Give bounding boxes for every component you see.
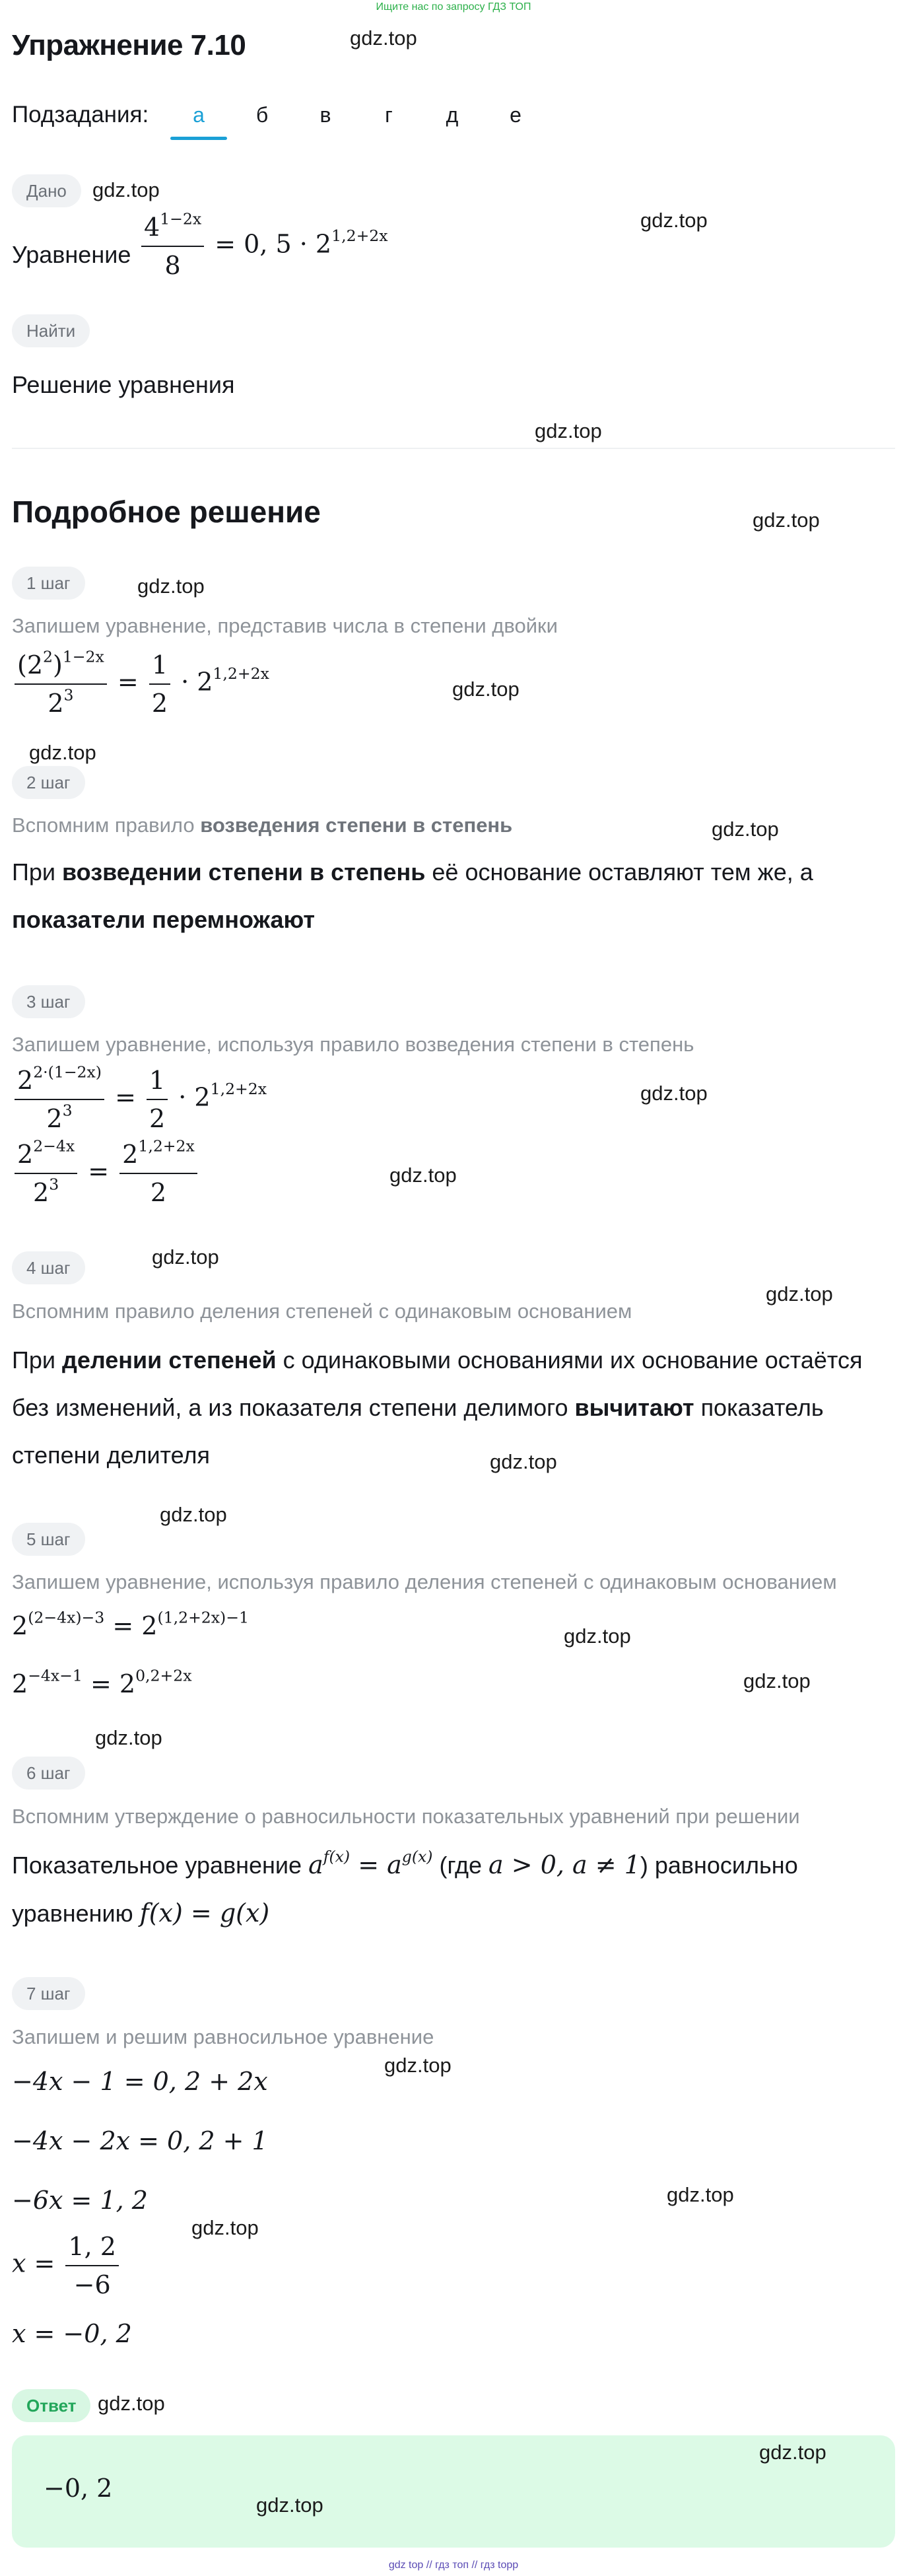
watermark: gdz.top: [452, 678, 520, 701]
step-7-line-4: x = $\frac{1, 2}{-6}$: [12, 2232, 121, 2299]
watermark: gdz.top: [759, 2441, 826, 2464]
step-5-equation-2: $2^{-4x-1} = 2^{0,2+2x}$: [12, 1666, 192, 1698]
step-4-caption: Вспомним правило деления степеней с одинаковым основанием: [12, 1300, 632, 1323]
watermark: gdz.top: [564, 1624, 631, 1648]
step-2-caption: Вспомним правило возведения степени в степень: [12, 814, 513, 837]
tab-b[interactable]: [234, 99, 290, 140]
step-6-caption: Вспомним утверждение о равносильности показательных уравнений при решении: [12, 1805, 800, 1828]
watermark: gdz.top: [743, 1669, 811, 1692]
tab-label: д: [446, 103, 459, 127]
tab-v[interactable]: [297, 99, 354, 140]
watermark: gdz.top: [384, 2054, 452, 2077]
watermark: gdz.top: [137, 574, 205, 598]
step-2-text: При возведении степени в степень её основание оставляют тем же, а показатели перемножают: [12, 858, 813, 933]
given-rhs: = 0, 5 · 2: [215, 229, 332, 259]
exp: 1−2x: [160, 209, 202, 228]
frac: $\frac{(2^2)^{1-2x}}{2^3}$: [15, 650, 107, 718]
step-3-badge: 3 шаг: [12, 985, 85, 1018]
watermark: gdz.top: [98, 2392, 165, 2415]
step-1-badge: 1 шаг: [12, 567, 85, 600]
step-7-line-3: −6x = 1, 2: [12, 2186, 148, 2215]
frac: $\frac{2^{2-4x}}{2^3}$: [15, 1140, 77, 1207]
watermark: gdz.top: [350, 26, 417, 50]
solution-title: Подробное решение: [12, 495, 321, 529]
given-prefix: Уравнение: [12, 241, 131, 268]
step-1-equation: $\frac{(2^2)^{1-2x}}{2^3}$ = $\frac{1}{2}$ · $2^{1,2+2x}$: [12, 650, 269, 718]
step-4-badge: 4 шаг: [12, 1251, 85, 1284]
step-1-caption: Запишем уравнение, представив числа в степени двойки: [12, 614, 558, 637]
watermark: gdz.top: [152, 1245, 219, 1269]
exp: (2−4x)−3: [28, 1608, 105, 1627]
frac: $\frac{1, 2}{-6}$: [65, 2232, 119, 2299]
tab-active-indicator: [170, 137, 227, 140]
step-5-equation-1: $2^{(2-4x)-3} = 2^{(1,2+2x)-1}$: [12, 1608, 249, 1640]
exp: 1−2x: [62, 647, 104, 666]
tab-g[interactable]: [360, 99, 417, 140]
watermark: gdz.top: [712, 818, 779, 841]
tab-label: б: [255, 103, 269, 127]
find-text: Решение уравнения: [12, 371, 235, 398]
step-7-caption: Запишем и решим равносильное уравнение: [12, 2025, 434, 2048]
given-badge: Дано: [12, 174, 81, 207]
find-badge: Найти: [12, 314, 90, 347]
step-3-equation-1: $\frac{2^{2\cdot(1-2x)}}{2^3}$ = $\frac{1}{2}$ · $2^{1,2+2x}$: [12, 1066, 267, 1133]
exp: 3: [63, 685, 74, 705]
answer-badge: Ответ: [12, 2389, 90, 2422]
watermark: gdz.top: [753, 508, 820, 532]
tab-d[interactable]: [424, 99, 481, 140]
top-banner: Ищите нас по запросу ГДЗ ТОП: [376, 1, 531, 13]
step-5-badge: 5 шаг: [12, 1523, 85, 1556]
watermark: gdz.top: [766, 1282, 833, 1305]
step-3-equation-2: $\frac{2^{2-4x}}{2^3}$ = $\frac{2^{1,2+2x}}{2}$: [12, 1140, 200, 1207]
exp: 0,2+2x: [135, 1666, 192, 1685]
step-7-badge: 7 шаг: [12, 1977, 85, 2010]
watermark: gdz.top: [667, 2183, 734, 2206]
step-6-badge: 6 шаг: [12, 1757, 85, 1790]
footer: gdz top // гдз топ // гдз topp: [388, 2559, 519, 2571]
given-equation: [139, 209, 388, 280]
exp: 1,2+2x: [138, 1136, 195, 1156]
exp: 1,2+2x: [210, 1079, 267, 1098]
tab-e[interactable]: [487, 99, 544, 140]
exp: 2−4x: [33, 1136, 75, 1156]
page-title: Упражнение 7.10: [12, 29, 246, 61]
watermark: gdz.top: [256, 2493, 323, 2517]
step-2-badge: 2 шаг: [12, 766, 85, 799]
watermark: gdz.top: [95, 1726, 162, 1749]
step-6-text: Показательное уравнение $a^{f(x)} = a^{g(x)}$ (где a > 0, a ≠ 1) равносильно уравнению f(x) = g(x): [12, 1847, 798, 1928]
tab-label: г: [385, 103, 393, 127]
step-5-caption: Запишем уравнение, используя правило деления степеней с одинаковым основанием: [12, 1570, 837, 1593]
step-3-caption: Запишем уравнение, используя правило возведения степени в степень: [12, 1033, 694, 1056]
subtasks-label: Подзадания:: [12, 102, 149, 127]
tab-label: в: [319, 103, 331, 127]
watermark: gdz.top: [92, 178, 160, 201]
frac: $\frac{2^{1,2+2x}}{2}$: [119, 1140, 197, 1207]
watermark: gdz.top: [535, 419, 602, 442]
tab-a[interactable]: [170, 99, 227, 140]
exp: 1,2+2x: [213, 664, 269, 683]
step-4-text: При делении степеней с одинаковыми основаниями их основание остаётся без изменений, а из показателя степени делимого вычитают показатель степени делителя: [12, 1346, 863, 1469]
given-fraction: $\frac{4^{1-2x}}{8}$: [141, 213, 204, 280]
tab-label: а: [193, 103, 205, 127]
frac: $\frac{2^{2\cdot(1-2x)}}{2^3}$: [15, 1066, 104, 1133]
frac: $\frac{1}{2}$: [147, 1066, 168, 1133]
watermark: gdz.top: [640, 1082, 708, 1105]
den: 8: [164, 251, 181, 280]
exp: −4x−1: [28, 1666, 83, 1685]
frac: $\frac{1}{2}$: [149, 650, 170, 718]
step-7-line-1: −4x − 1 = 0, 2 + 2x: [12, 2067, 268, 2096]
watermark: gdz.top: [490, 1450, 557, 1473]
step-7-line-2: −4x − 2x = 0, 2 + 1: [12, 2126, 268, 2155]
watermark: gdz.top: [29, 741, 96, 764]
divider: [12, 448, 895, 449]
answer-value: −0, 2: [44, 2474, 113, 2503]
tab-label: е: [510, 103, 521, 127]
step-7-line-5: x = −0, 2: [12, 2319, 132, 2348]
exp: 2·(1−2x): [33, 1062, 102, 1082]
watermark: gdz.top: [389, 1164, 457, 1187]
watermark: gdz.top: [160, 1503, 227, 1526]
given-rhs-exp: 1,2+2x: [331, 226, 388, 245]
watermark: gdz.top: [640, 209, 708, 232]
watermark: gdz.top: [191, 2216, 259, 2239]
exp: (1,2+2x)−1: [157, 1608, 249, 1627]
